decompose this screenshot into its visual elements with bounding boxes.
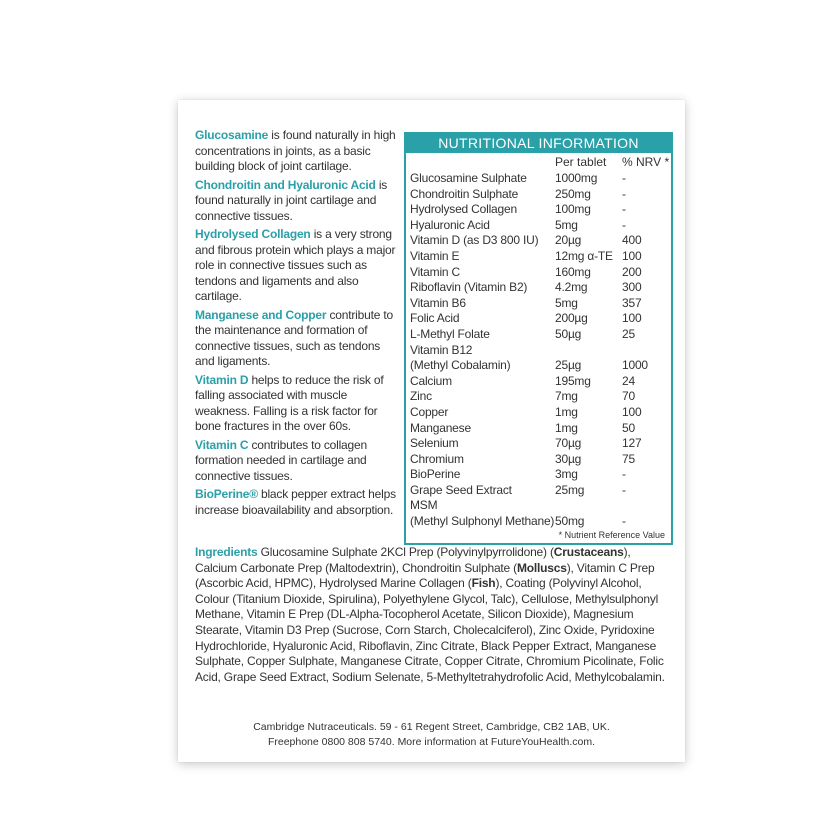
allergen-molluscs: Molluscs: [516, 560, 567, 575]
nutrient-nrv: -: [622, 467, 626, 482]
nutrient-nrv: 200: [622, 264, 642, 279]
nutrient-nrv: 75: [622, 451, 635, 466]
benefit-vitamin-c: Vitamin C contributes to collagen formation needed in cartilage and connective tissues.: [195, 437, 367, 483]
allergen-fish: Fish: [471, 576, 496, 591]
nutrient-nrv: 357: [622, 295, 642, 310]
nutrition-row: [410, 265, 671, 281]
nutrition-row: [410, 421, 671, 437]
benefit-manganese-copper: Manganese and Copper contribute to the maintenance and formation of connective tissues, such as tendons and ligaments.: [195, 307, 393, 368]
nutrient-amount: 160mg: [555, 264, 591, 279]
company-contact: Freephone 0800 808 5740. More information at FutureYouHealth.com.: [267, 736, 596, 748]
nutrient-name: Hydrolysed Collagen: [410, 202, 517, 217]
nutrient-name: Grape Seed Extract: [410, 482, 512, 497]
nutrient-amount: 100mg: [555, 202, 591, 217]
nutrient-amount: 250mg: [555, 186, 591, 201]
nutrient-name: Manganese: [410, 420, 471, 435]
nutrient-amount: 12mg α-TE: [555, 248, 613, 263]
benefit-collagen: Hydrolysed Collagen is a very strong and fibrous protein which plays a major role in connective tissues such as tendons and ligaments and also cartilage.: [195, 227, 396, 303]
nutrient-name: Selenium: [410, 436, 459, 451]
nutrient-amount: 5mg: [555, 295, 578, 310]
nutrition-table: [404, 132, 673, 545]
benefit-vitamin-d: Vitamin D helps to reduce the risk of falling associated with muscle weakness. Falling is a risk factor for bone fractures in the over 60s.: [195, 372, 384, 433]
benefit-chondroitin: Chondroitin and Hyaluronic Acid is found naturally in joint cartilage and connective tissues.: [195, 177, 388, 223]
nutrient-name: Chondroitin Sulphate: [410, 186, 519, 201]
nutrient-nrv: 127: [622, 436, 642, 451]
nutrition-row: [410, 405, 671, 421]
nutrient-name: Vitamin B6: [410, 295, 466, 310]
nutrient-nrv: 300: [622, 280, 642, 295]
nutrition-row: [410, 374, 671, 390]
nutrition-row: [410, 498, 671, 514]
nutrition-rows: [410, 171, 671, 530]
nutrient-name: Vitamin B12: [410, 342, 473, 357]
benefit-bioperine: BioPerine® black pepper extract helps increase bioavailability and absorption.: [195, 487, 396, 517]
nutrient-nrv: -: [622, 186, 626, 201]
benefit-glucosamine: Glucosamine is found naturally in high concentrations in joints, as a basic building block of joint cartilage.: [195, 128, 396, 173]
company-address: Cambridge Nutraceuticals. 59 - 61 Regent Street, Cambridge, CB2 1AB, UK.: [253, 721, 610, 733]
nutrient-name: Chromium: [410, 451, 464, 466]
nutrient-amount: 20µg: [555, 233, 582, 248]
ingredients-label: Ingredients: [195, 545, 258, 559]
nutrition-row: [410, 296, 671, 312]
nutrient-amount: 3mg: [555, 467, 578, 482]
nutrition-row: [410, 452, 671, 468]
nutrient-name: (Methyl Cobalamin): [410, 358, 511, 373]
nutrient-amount: 4.2mg: [555, 280, 588, 295]
nutrient-name: Calcium: [410, 373, 452, 388]
nutrient-amount: 200µg: [555, 311, 588, 326]
nutrient-nrv: 100: [622, 248, 642, 263]
nutrition-title: NUTRITIONAL INFORMATION: [406, 134, 671, 153]
nutrition-row: [410, 187, 671, 203]
nutrient-nrv: 1000: [622, 358, 648, 373]
nutrition-row: [410, 436, 671, 452]
nutrient-name: Vitamin E: [410, 248, 460, 263]
nutrient-amount: 25µg: [555, 358, 582, 373]
nutrition-row: [410, 343, 671, 359]
nutrient-nrv: 70: [622, 389, 635, 404]
nutrient-nrv: -: [622, 217, 626, 232]
nutrition-row: [410, 233, 671, 249]
nutrient-nrv: -: [622, 514, 626, 529]
company-footer: [178, 720, 685, 750]
nutrient-name: Copper: [410, 404, 449, 419]
nutrient-nrv: -: [622, 171, 626, 185]
ingredients-paragraph: Ingredients Glucosamine Sulphate 2KCl Prep (Polyvinylpyrrolidone) (Crustaceans), Calcium Carbonate Prep (Maltodextrin), Chondroitin Sulphate (Molluscs), Vitamin C Prep (Ascorbic Acid, HPMC), Hydrolysed Marine Collagen (Fish), Coating (Polyvinyl Alcohol, Colour (Titanium Dioxide, Spirulina), Polyethylene Glycol, Talc), Cellulose, Methylsulphonyl Methane, Vitamin E Prep (DL-Alpha-Tocopherol Acetate, Silicon Dioxide), Magnesium Stearate, Vitamin D3 Prep (Sucrose, Corn Starch, Cholecalciferol), Zinc Oxide, Pyridoxine Hydrochloride, Hyaluronic Acid, Riboflavin, Zinc Citrate, Black Pepper Extract, Manganese Sulphate, Copper Sulphate, Manganese Citrate, Copper Citrate, Chromium Picolinate, Folic Acid, Grape Seed Extract, Sodium Selenate, 5-Methyltetrahydrofolic Acid, Methylcobalamin.: [195, 545, 665, 684]
nutrient-name: Zinc: [410, 389, 432, 404]
nutrient-name: L-Methyl Folate: [410, 326, 490, 341]
nutrient-amount: 1000mg: [555, 171, 598, 185]
nutrition-row: [410, 171, 671, 187]
nutrient-name: BioPerine: [410, 467, 461, 482]
nutrient-amount: 30µg: [555, 451, 582, 466]
nutrient-nrv: 25: [622, 326, 635, 341]
nutrition-row: [410, 467, 671, 483]
nutrient-nrv: 100: [622, 311, 642, 326]
nrv-header: % NRV *: [622, 155, 670, 169]
nutrient-amount: 5mg: [555, 217, 578, 232]
nutrient-amount: 25mg: [555, 482, 585, 497]
nutrition-row: [410, 249, 671, 265]
benefits-column: [195, 128, 400, 521]
nutrient-name: Glucosamine Sulphate: [410, 171, 527, 185]
nutrition-row: [410, 311, 671, 327]
allergen-crustaceans: Crustaceans: [553, 545, 624, 559]
product-label-card: [178, 100, 685, 762]
nutrient-name: Vitamin C: [410, 264, 460, 279]
nutrition-row: [410, 280, 671, 296]
nutrition-row: [410, 202, 671, 218]
nutrient-nrv: 100: [622, 404, 642, 419]
nutrient-amount: 50µg: [555, 326, 582, 341]
nutrition-row: [410, 358, 671, 374]
nutrient-name: MSM: [410, 498, 438, 513]
nutrition-row: [410, 483, 671, 499]
nutrition-row: [410, 327, 671, 343]
nutrition-row: [410, 514, 671, 530]
nutrient-name: Vitamin D (as D3 800 IU): [410, 233, 539, 248]
nutrient-amount: 1mg: [555, 404, 578, 419]
nutrition-row: [410, 218, 671, 234]
nutrient-nrv: 50: [622, 420, 635, 435]
nutrient-name: (Methyl Sulphonyl Methane): [410, 514, 555, 529]
nutrient-amount: 7mg: [555, 389, 578, 404]
nutrient-amount: 70µg: [555, 436, 582, 451]
nutrient-name: Riboflavin (Vitamin B2): [410, 280, 528, 295]
nrv-footnote: * Nutrient Reference Value: [558, 530, 665, 540]
nutrient-nrv: -: [622, 482, 626, 497]
nutrient-amount: 195mg: [555, 373, 591, 388]
nutrient-nrv: 24: [622, 373, 635, 388]
nutrient-amount: 50mg: [555, 514, 585, 529]
nutrition-column-headers: [406, 155, 671, 170]
nutrient-nrv: 400: [622, 233, 642, 248]
nutrient-amount: 1mg: [555, 420, 578, 435]
nutrient-name: Hyaluronic Acid: [410, 217, 490, 232]
nutrient-name: Folic Acid: [410, 311, 460, 326]
nutrient-nrv: -: [622, 202, 626, 217]
nutrition-row: [410, 389, 671, 405]
per-tablet-header: Per tablet: [555, 155, 607, 169]
